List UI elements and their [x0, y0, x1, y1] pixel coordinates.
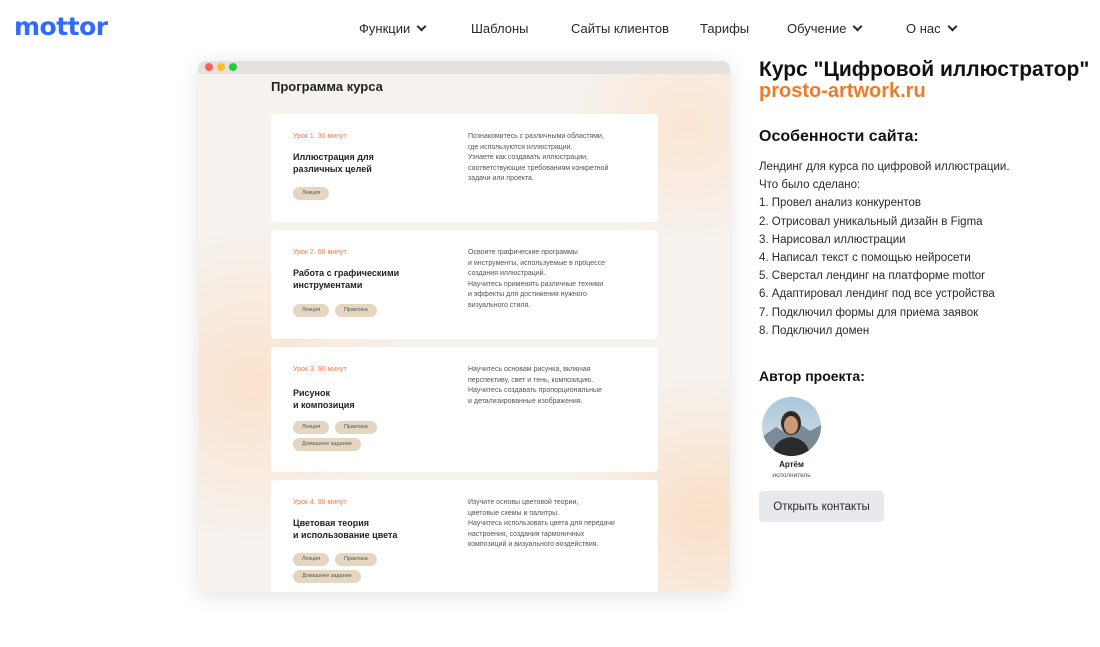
- window-close-dot-icon: [205, 63, 213, 71]
- lesson-title: Рисунок и композиция: [293, 388, 355, 410]
- lesson-meta: Урок 2. 60 минут: [293, 249, 347, 256]
- nav-item-learning[interactable]: [787, 20, 861, 38]
- site-preview-mockup: [198, 61, 730, 592]
- window-maximize-dot-icon: [229, 63, 237, 71]
- tag-badge: Лекция: [293, 421, 329, 434]
- lesson-description: Научитесь основам рисунка, включая перспективу, свет и тень, композицию. Научитесь создавать пропорциональные и детализированные изображения.: [468, 366, 602, 405]
- features-line: 2. Отрисовал уникальный дизайн в Figma: [759, 215, 983, 228]
- lesson-title: Работа с графическими инструментами: [293, 268, 400, 290]
- nav-item-label: О нас: [906, 21, 941, 36]
- features-line: 7. Подключил формы для приема заявок: [759, 306, 979, 319]
- lesson-card: [271, 230, 658, 339]
- nav-item-about[interactable]: [906, 20, 956, 38]
- preview-content: [198, 74, 730, 592]
- author-title: Автор проекта:: [759, 368, 865, 384]
- nav-item-functions[interactable]: [359, 20, 425, 38]
- author-name: Артём: [779, 460, 804, 469]
- tag-badge: Домашнее задание: [293, 570, 361, 583]
- lesson-card: [271, 480, 658, 592]
- chevron-down-icon: [947, 22, 957, 32]
- features-line: 5. Сверстал лендинг на платформе mottor: [759, 270, 986, 283]
- tag-badge: Практика: [335, 421, 377, 434]
- nav-item-label: Функции: [359, 21, 411, 36]
- window-minimize-dot-icon: [217, 63, 225, 71]
- course-site-link[interactable]: prosto-artwork.ru: [759, 80, 926, 102]
- avatar-photo-icon: [762, 397, 821, 456]
- open-contacts-button[interactable]: Открыть контакты: [759, 491, 884, 522]
- features-line: 3. Нарисовал иллюстрации: [759, 233, 906, 246]
- features-line: Что было сделано:: [759, 179, 861, 192]
- lesson-description: Освоите графические программы и инструменты, используемые в процессе создания иллюстраций. Научитесь применять различные техники и эффекты для достижения нужного визуального стиля.: [468, 249, 606, 309]
- nav-item-label: Обучение: [787, 21, 847, 36]
- lesson-description: Познакомитесь с различными областями, где используются иллюстрации. Узнаете как создавать иллюстрации, соответствующие требованиям конкретной задачи или проекта.: [468, 133, 609, 183]
- site-header: [0, 0, 1100, 58]
- nav-item-templates[interactable]: [471, 20, 529, 38]
- features-line: 8. Подключил домен: [759, 324, 870, 337]
- chevron-down-icon: [853, 22, 863, 32]
- author-role: исполнитель: [772, 472, 811, 479]
- lesson-meta: Урок 4. 90 минут: [293, 499, 347, 506]
- tag-badge: Домашнее задание: [293, 438, 361, 451]
- course-title: Курс "Цифровой иллюстратор": [759, 58, 1090, 81]
- author-avatar[interactable]: [762, 397, 821, 456]
- tag-badge: Лекция: [293, 304, 329, 317]
- mottor-logo[interactable]: mottor: [14, 12, 108, 41]
- lesson-description: Изучите основы цветовой теории, цветовые схемы и палитры. Научитесь использовать цвета для передачи настроения, создания гармоничных композиций и визуального воздействия.: [468, 499, 615, 549]
- lesson-title: Цветовая теория и использование цвета: [293, 518, 398, 540]
- lesson-meta: Урок 3. 90 минут: [293, 366, 347, 373]
- tag-badge: Практика: [335, 553, 377, 566]
- features-line: Лендинг для курса по цифровой иллюстрации.: [759, 161, 1010, 173]
- lesson-title: Иллюстрация для различных целей: [293, 152, 374, 174]
- tag-badge: Лекция: [293, 187, 329, 200]
- nav-item-label: Шаблоны: [471, 21, 529, 36]
- browser-window-bar: [198, 61, 730, 74]
- tag-badge: Практика: [335, 304, 377, 317]
- program-title: Программа курса: [271, 79, 383, 94]
- lesson-card: [271, 114, 658, 222]
- nav-item-label: Тарифы: [700, 21, 750, 36]
- nav-item-pricing[interactable]: [700, 20, 749, 38]
- features-list: [759, 158, 1089, 340]
- tag-badge: Лекция: [293, 553, 329, 566]
- features-title: Особенности сайта:: [759, 128, 919, 145]
- lesson-meta: Урок 1. 30 минут: [293, 133, 347, 140]
- features-line: 4. Написал текст с помощью нейросети: [759, 252, 971, 265]
- nav-item-client-sites[interactable]: [571, 20, 669, 38]
- features-line: 1. Провел анализ конкурентов: [759, 197, 921, 210]
- features-line: 6. Адаптировал лендинг под все устройства: [759, 288, 995, 301]
- chevron-down-icon: [417, 22, 427, 32]
- nav-item-label: Сайты клиентов: [571, 21, 669, 36]
- lesson-card: [271, 347, 658, 472]
